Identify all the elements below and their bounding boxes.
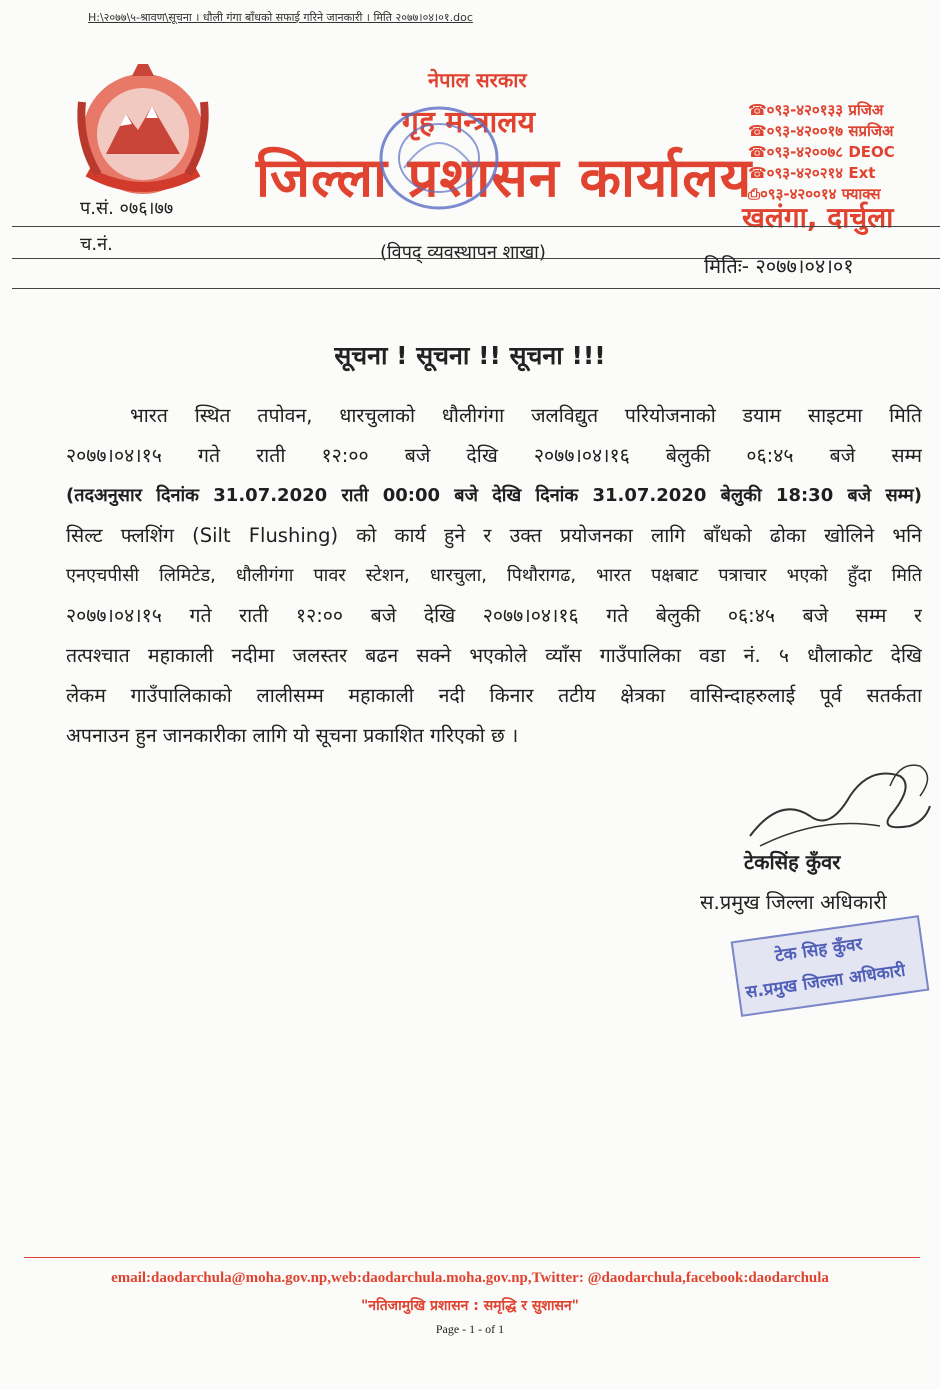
body-line: भारत स्थित तपोवन, धारचुलाको धौलीगंगा जलविद्युत परियोजनाको डयाम साइटमा मिति	[130, 404, 922, 427]
file-path: H:\२०७७\५-श्रावण\सूचना । धौली गंगा बाँधको सफाई गरिने जानकारी । मिति २०७७।०४।०१.doc	[88, 11, 473, 24]
body-line: एनएचपीसी लिमिटेड, धौलीगंगा पावर स्टेशन, धारचुला, पिथौरागढ, भारत पक्षबाट पत्राचार भएको हुँदा मिति	[66, 565, 922, 586]
contact-numbers	[748, 100, 895, 205]
body-line: २०७७।०४।१५ गते राती १२:०० बजे देखि २०७७।०४।१६ गते बेलुकी ०६:४५ बजे सम्म र	[66, 604, 922, 627]
official-stamp	[731, 915, 930, 1017]
ministry-name: गृह मन्त्रालय	[402, 105, 536, 140]
stamp-designation: स.प्रमुख जिल्ला अधिकारी	[744, 960, 907, 1003]
footer-contact: email:daodarchula@moha.gov.np,web:daodarchula.moha.gov.np,Twitter: @daodarchula,facebook:daodarchula	[111, 1270, 829, 1286]
contact-line: ☎०९३-४२०२१४ Ext	[748, 164, 876, 182]
contact-line: ☎०९३-४२०१३३ प्रजिअ	[748, 101, 884, 119]
dispatch-number: च.नं.	[80, 234, 113, 255]
body-line: तत्पश्चात महाकाली नदीमा जलस्तर बढन सक्ने भएकोले व्याँस गाउँपालिका वडा नं. ५ धौलाकोट देखि	[66, 644, 922, 667]
divider	[12, 288, 940, 289]
contact-line: ☎०९३-४२००१७ सप्रजिअ	[748, 122, 894, 140]
signature-icon	[740, 756, 940, 856]
notice-title: सूचना ! सूचना !! सूचना !!!	[334, 341, 606, 370]
divider	[12, 226, 940, 227]
body-line: लेकम गाउँपालिकाको लालीसम्म महाकाली नदी किनार तटीय क्षेत्रका वासिन्दाहरुलाई पूर्व सतर्कता	[66, 684, 922, 707]
reference-number: प.सं. ०७६।७७	[80, 198, 174, 219]
signer-designation: स.प्रमुख जिल्ला अधिकारी	[700, 890, 887, 914]
office-address: खलंगा, दार्चुला	[742, 201, 894, 234]
body-line: (तदअनुसार दिनांक 31.07.2020 राती 00:00 बजे देखि दिनांक 31.07.2020 बेलुकी 18:30 बजे सम्म)	[66, 485, 922, 506]
stamp-name: टेक सिह कुँवर	[773, 934, 864, 967]
office-name: जिल्ला प्रशासन कार्यालय	[256, 146, 753, 209]
footer-motto: "नतिजामुखि प्रशासन : समृद्धि र सुशासन"	[361, 1298, 579, 1314]
body-line: २०७७।०४।१५ गते राती १२:०० बजे देखि २०७७।०४।१६ बेलुकी ०६:४५ बजे सम्म	[66, 444, 922, 467]
letter-date: मितिः- २०७७।०४।०१	[704, 254, 854, 278]
contact-line: ☎०९३-४२००७८ DEOC	[748, 143, 895, 161]
page-number: Page - 1 - of 1	[435, 1322, 505, 1336]
government-name: नेपाल सरकार	[428, 68, 527, 92]
nepal-emblem-icon	[68, 62, 218, 202]
notice-body	[66, 396, 922, 756]
body-line: सिल्ट फ्लशिंग (Silt Flushing) को कार्य हुने र उक्त प्रयोजनका लागि बाँधको ढोका खोलिने भनि	[66, 524, 922, 547]
signer-name: टेकसिंह कुँवर	[744, 850, 841, 874]
footer-divider	[24, 1257, 920, 1258]
branch-name: (विपद् व्यवस्थापन शाखा)	[380, 242, 546, 263]
body-line: अपनाउन हुन जानकारीका लागि यो सूचना प्रकाशित गरिएको छ ।	[66, 724, 519, 747]
round-seal-icon	[364, 98, 514, 218]
contact-line: ⎙०९३-४२००१४ फ्याक्स	[748, 185, 881, 203]
